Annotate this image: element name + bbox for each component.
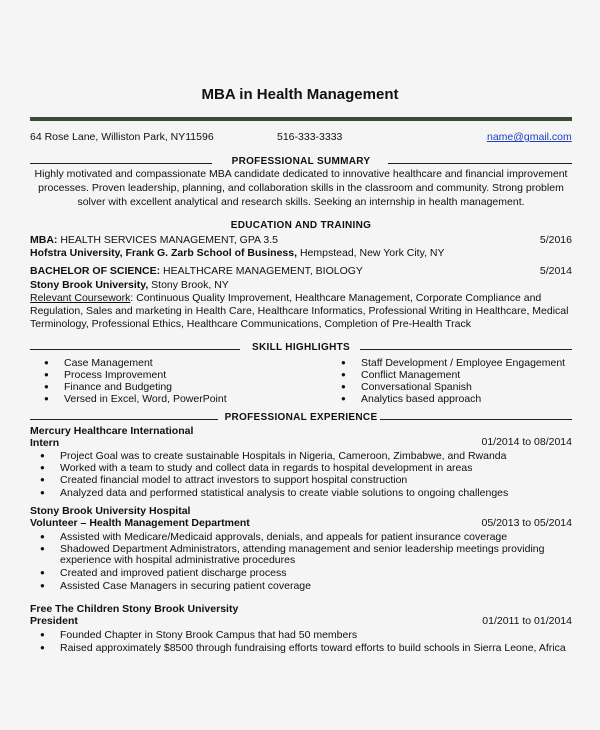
job-org: Free The Children Stony Brook University — [30, 603, 239, 615]
bs-degree-text: HEALTHCARE MANAGEMENT, BIOLOGY — [160, 265, 363, 277]
coursework-line: Terminology, Professional Ethics, Healthcare Communications, Completion of Pre-Health Track — [30, 318, 471, 330]
bullet-icon: ● — [44, 370, 49, 379]
experience-heading: PROFESSIONAL EXPERIENCE — [224, 412, 378, 423]
mba-degree-text: HEALTH SERVICES MANAGEMENT, GPA 3.5 — [57, 234, 278, 246]
mba-school-location: Hempstead, New York City, NY — [297, 247, 445, 259]
summary-paragraph — [30, 167, 572, 209]
title-divider — [30, 117, 572, 121]
bullet-icon: ● — [40, 544, 45, 553]
summary-line: Highly motivated and compassionate MBA candidate dedicated to innovative healthcare and financial improvement — [34, 168, 568, 180]
job-bullets: ● Founded Chapter in Stony Brook Campus that had 50 members ● Raised approximately $8500 through fundraising efforts toward efforts to build schools in Sierra Leone, Africa — [40, 629, 566, 654]
bullet-icon: ● — [341, 382, 346, 391]
contact-phone: 516-333-3333 — [277, 131, 343, 143]
coursework-line — [30, 292, 541, 304]
job-dates: 05/2013 to 05/2014 — [481, 517, 572, 529]
skills-heading-row — [30, 342, 572, 356]
bs-degree-label: BACHELOR OF SCIENCE: — [30, 265, 161, 277]
bs-degree — [30, 265, 363, 277]
bullet-icon: ● — [44, 358, 49, 367]
bullet-icon: ● — [40, 581, 45, 590]
summary-line: solver with excellent analytical and research skills. Seeking an internship in health management. — [77, 196, 525, 208]
contact-email[interactable]: name@gmail.com — [487, 131, 572, 143]
bs-date: 5/2014 — [539, 265, 572, 277]
bullet-icon: ● — [40, 451, 45, 460]
bullet-icon: ● — [40, 532, 45, 541]
bullet-icon: ● — [40, 463, 45, 472]
mba-date: 5/2016 — [539, 234, 572, 246]
bullet-icon: ● — [40, 488, 45, 497]
skills-left-list: ● Case Management ● Process Improvement ● Finance and Budgeting ● Versed in Excel, Word, PowerPoint — [44, 357, 227, 405]
education-heading-row — [30, 220, 572, 234]
coursework-text: : Continuous Quality Improvement, Healthcare Management, Corporate Compliance and — [130, 292, 542, 304]
coursework-line: Regulation, Sales and marketing in Health Care, Healthcare Informatics, Professional Writing in Healthcare, Medical — [30, 305, 569, 317]
job-org: Mercury Healthcare International — [30, 425, 194, 437]
bs-school — [30, 279, 229, 291]
job-dates: 01/2011 to 01/2014 — [482, 615, 572, 627]
job-role: Intern — [30, 437, 60, 449]
bs-school-location: Stony Brook, NY — [148, 279, 229, 291]
mba-school — [30, 247, 445, 259]
bullet-icon: ● — [44, 382, 49, 391]
coursework-label: Relevant Coursework — [30, 292, 131, 304]
bs-school-name: Stony Brook University, — [30, 279, 149, 291]
bullet-icon: ● — [44, 394, 49, 403]
job-dates: 01/2014 to 08/2014 — [481, 436, 572, 448]
resume-title: MBA in Health Management — [201, 86, 399, 103]
bullet-icon: ● — [341, 370, 346, 379]
job-bullets: ● Project Goal was to create sustainable Hospitals in Nigeria, Cameroon, Zimbabwe, and Rwanda ● Worked with a team to study and collect data in regards to hospital development in areas ● Created financial model to attract investors to support hospital construction ● Analyzed data and performed statistical analysis to create viable solutions to ongoing challenges — [40, 450, 509, 499]
bullet-icon: ● — [40, 475, 45, 484]
bullet-icon: ● — [341, 394, 346, 403]
bullet-icon: ● — [40, 643, 45, 652]
bullet-icon: ● — [341, 358, 346, 367]
job-role: President — [30, 615, 78, 627]
skills-right-list: ● Staff Development / Employee Engagement ● Conflict Management ● Conversational Spanish ● Analytics based approach — [341, 357, 566, 405]
mba-school-name: Hofstra University, Frank G. Zarb School of Business, — [30, 247, 298, 259]
education-heading: EDUCATION AND TRAINING — [230, 220, 372, 231]
skills-heading: SKILL HIGHLIGHTS — [252, 342, 350, 353]
bullet-icon: ● — [40, 568, 45, 577]
bullet-icon: ● — [40, 630, 45, 639]
job-org: Stony Brook University Hospital — [30, 505, 191, 517]
job-bullets: ● Assisted with Medicare/Medicaid approvals, denials, and appeals for patient insurance coverage ● Shadowed Department Administrators, attending management and senior leadership meetings providing experience with hospital administrative procedures ● Created and improved patient discharge process ● Assisted Case Managers in securing patient coverage — [40, 531, 545, 592]
contact-address: 64 Rose Lane, Williston Park, NY11596 — [30, 131, 214, 143]
job-role: Volunteer – Health Management Department — [30, 517, 250, 529]
experience-heading-row — [30, 412, 572, 426]
summary-line: processes. Proven leadership, planning, and collaboration skills in the classroom and community. Strong problem — [38, 182, 564, 194]
mba-degree-label: MBA: — [30, 234, 58, 246]
mba-degree — [30, 234, 278, 246]
summary-heading: PROFESSIONAL SUMMARY — [231, 156, 371, 167]
